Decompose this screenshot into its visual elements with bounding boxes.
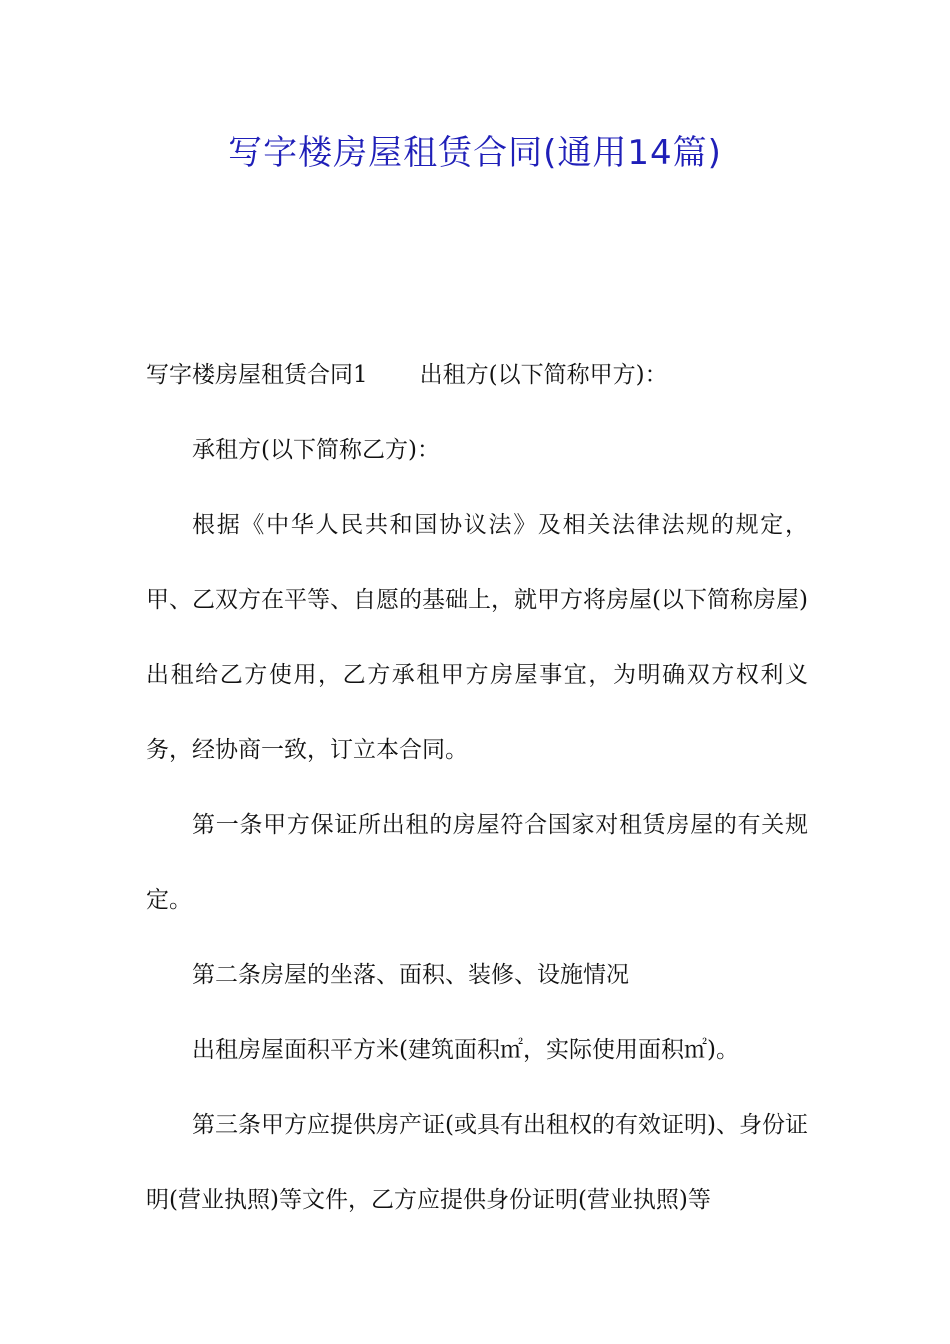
lessor-line: 出租方(以下简称甲方)： bbox=[419, 362, 668, 388]
contract-number-heading: 写字楼房屋租赁合同1 bbox=[146, 362, 368, 388]
paragraph-article-3: 第三条甲方应提供房产证(或具有出租权的有效证明)、身份证明(营业执照)等文件，乙方应提供身份证明(营业执照)等 bbox=[146, 1112, 808, 1213]
paragraph-basis: 根据《中华人民共和国协议法》及相关法律法规的规定，甲、乙双方在平等、自愿的基础上，就甲方将房屋(以下简称房屋)出租给乙方使用，乙方承租甲方房屋事宜，为明确双方权利义务，经协商一致，订立本合同。 bbox=[146, 512, 808, 763]
paragraph-contract-heading bbox=[146, 338, 808, 413]
document-body bbox=[146, 338, 808, 1238]
paragraph-lessee: 承租方(以下简称乙方)： bbox=[192, 437, 440, 463]
paragraph-area: 出租房屋面积平方米(建筑面积㎡，实际使用面积㎡)。 bbox=[192, 1037, 739, 1063]
paragraph-article-2: 第二条房屋的坐落、面积、装修、设施情况 bbox=[192, 962, 629, 988]
document-title: 写字楼房屋租赁合同(通用14篇) bbox=[228, 133, 722, 173]
paragraph-article-1: 第一条甲方保证所出租的房屋符合国家对租赁房屋的有关规定。 bbox=[146, 812, 808, 913]
